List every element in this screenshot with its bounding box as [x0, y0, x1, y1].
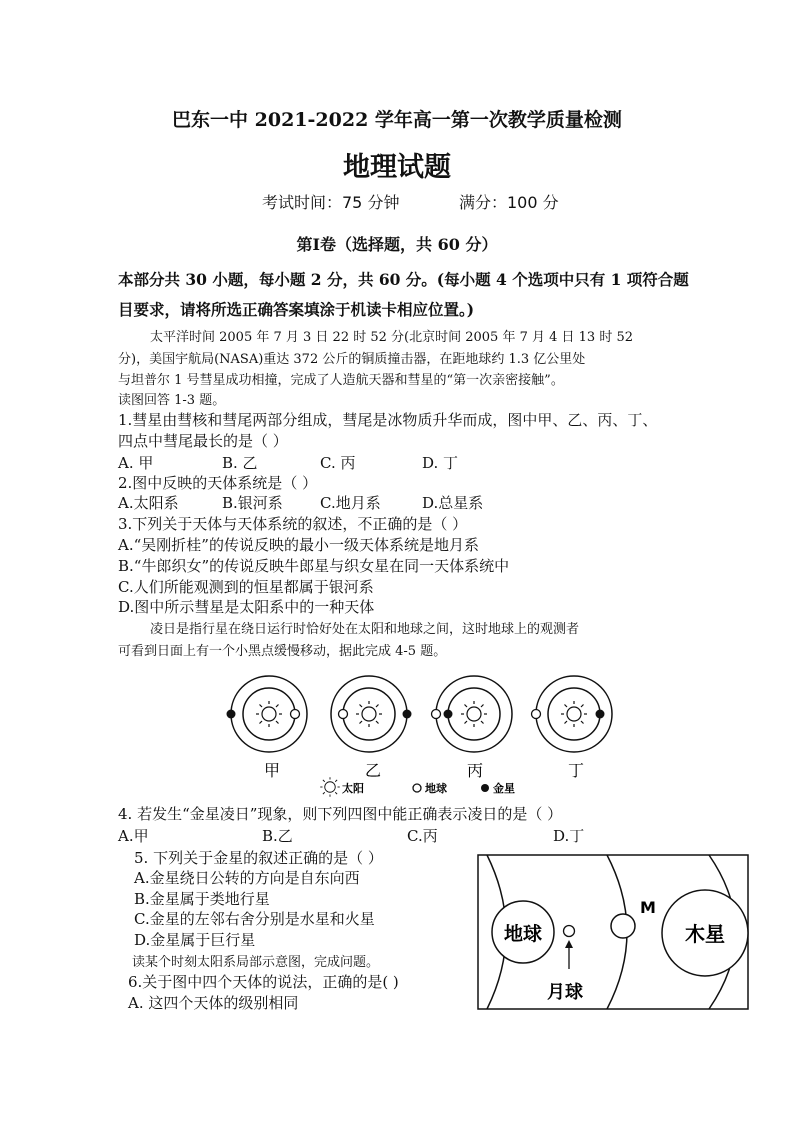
q3-option-b: B.“牛郎织女”的传说反映牛郎星与织女星在同一天体系统中: [118, 557, 510, 575]
passage2-line-2: 可看到日面上有一个小黑点缓慢移动，据此完成 4-5 题。: [118, 644, 447, 659]
full-score: 满分：100 分: [459, 193, 559, 212]
label-ding: 丁: [568, 761, 585, 780]
q1-option-b: B. 乙: [222, 454, 258, 472]
earth-dot: [291, 710, 300, 719]
earth-dot: [339, 710, 348, 719]
exam-title: 巴东一中 2021-2022 学年高一第一次教学质量检测: [172, 109, 622, 131]
legend-sun: 太阳: [342, 782, 364, 795]
label-bing: 丙: [467, 761, 484, 780]
diagram-bing: [432, 676, 513, 752]
venus-dot: [444, 710, 453, 719]
q4-option-a: A.甲: [118, 827, 149, 845]
earth-icon: [413, 784, 421, 792]
q3-option-c: C.人们所能观测到的恒星都属于银河系: [118, 578, 374, 596]
q4-option-d: D.丁: [553, 827, 585, 845]
sun-icon: [256, 701, 282, 727]
section-title: 第Ⅰ卷（选择题，共 60 分）: [296, 235, 498, 254]
q5-stem: 5. 下列关于金星的叙述正确的是（ ）: [134, 849, 383, 867]
earth-label: 地球: [503, 923, 543, 945]
passage1-line-3: 与坦普尔 1 号彗星成功相撞，完成了人造航天器和彗星的“第一次亲密接触”。: [118, 373, 564, 388]
passage3: 读某个时刻太阳系局部示意图，完成问题。: [132, 955, 380, 970]
earth-dot: [532, 710, 541, 719]
q1-stem-1: 1.彗星由彗核和彗尾两部分组成，彗尾是冰物质升华而成，图中甲、乙、丙、丁、: [118, 411, 658, 429]
q2-stem: 2.图中反映的天体系统是（ ）: [118, 474, 318, 492]
label-jia: 甲: [264, 761, 281, 780]
instruction-line-2: 目要求，请将所选正确答案填涂于机读卡相应位置。): [118, 300, 475, 319]
q1-option-c: C. 丙: [320, 454, 356, 472]
q6-stem: 6.关于图中四个天体的说法，正确的是( ): [128, 973, 399, 991]
label-yi: 乙: [365, 761, 382, 780]
q2-option-b: B.银河系: [222, 494, 283, 512]
diagram-yi: [331, 676, 412, 752]
sun-icon: [561, 701, 587, 727]
q5-option-d: D.金星属于巨行星: [134, 931, 256, 949]
q5-option-b: B.金星属于类地行星: [134, 890, 270, 908]
venus-dot: [403, 710, 412, 719]
q1-option-a: A. 甲: [118, 454, 154, 472]
legend-venus: 金星: [493, 782, 515, 795]
moon-circle: [564, 926, 575, 937]
subject-title: 地理试题: [343, 152, 451, 183]
q3-stem: 3.下列关于天体与天体系统的叙述，不正确的是（ ）: [118, 515, 468, 533]
planet-m-circle: [611, 914, 635, 938]
q2-option-c: C.地月系: [320, 494, 381, 512]
jupiter-label: 木星: [685, 922, 725, 946]
exam-time: 考试时间：75 分钟: [262, 193, 400, 212]
q1-option-d: D. 丁: [422, 454, 459, 472]
venus-dot: [227, 710, 236, 719]
q3-option-d: D.图中所示彗星是太阳系中的一种天体: [118, 598, 375, 616]
solar-system-diagram: [477, 854, 749, 1010]
sun-icon: [356, 701, 382, 727]
q4-option-c: C.丙: [407, 827, 438, 845]
venus-dot: [596, 710, 605, 719]
q2-option-a: A.太阳系: [118, 494, 179, 512]
passage1-line-2: 分)，美国宇航局(NASA)重达 372 公斤的铜质撞击器，在距地球约 1.3 亿公里处: [118, 352, 586, 367]
q6-option-a: A. 这四个天体的级别相同: [128, 994, 299, 1012]
diagram-ding: [532, 676, 613, 752]
venus-icon: [481, 784, 489, 792]
q4-option-b: B.乙: [262, 827, 293, 845]
moon-label: 月球: [547, 982, 583, 1003]
passage1-line-1: 太平洋时间 2005 年 7 月 3 日 22 时 52 分(北京时间 2005 年 7 月 4 日 13 时 52: [150, 330, 634, 345]
sun-icon: [461, 701, 487, 727]
q3-option-a: A.“吴刚折桂”的传说反映的最小一级天体系统是地月系: [118, 536, 479, 554]
q5-option-c: C.金星的左邻右舍分别是水星和火星: [134, 910, 375, 928]
diagram-jia: [227, 676, 308, 752]
q2-option-d: D.总星系: [422, 494, 484, 512]
transit-diagram: [222, 668, 622, 803]
planet-m-label: M: [640, 898, 656, 917]
q5-option-a: A.金星绕日公转的方向是自东向西: [134, 869, 360, 887]
earth-dot: [432, 710, 441, 719]
q1-stem-2: 四点中彗尾最长的是（ ）: [118, 432, 288, 450]
sun-icon: [320, 777, 340, 797]
q4-stem: 4. 若发生“金星凌日”现象，则下列四图中能正确表示凌日的是（ ）: [118, 805, 563, 823]
passage1-line-4: 读图回答 1-3 题。: [118, 393, 226, 408]
passage2-line-1: 凌日是指行星在绕日运行时恰好处在太阳和地球之间，这时地球上的观测者: [150, 622, 580, 637]
instruction-line-1: 本部分共 30 小题，每小题 2 分，共 60 分。(每小题 4 个选项中只有 1 项符合题: [118, 270, 689, 289]
legend: [320, 777, 515, 797]
legend-earth: 地球: [425, 782, 447, 795]
